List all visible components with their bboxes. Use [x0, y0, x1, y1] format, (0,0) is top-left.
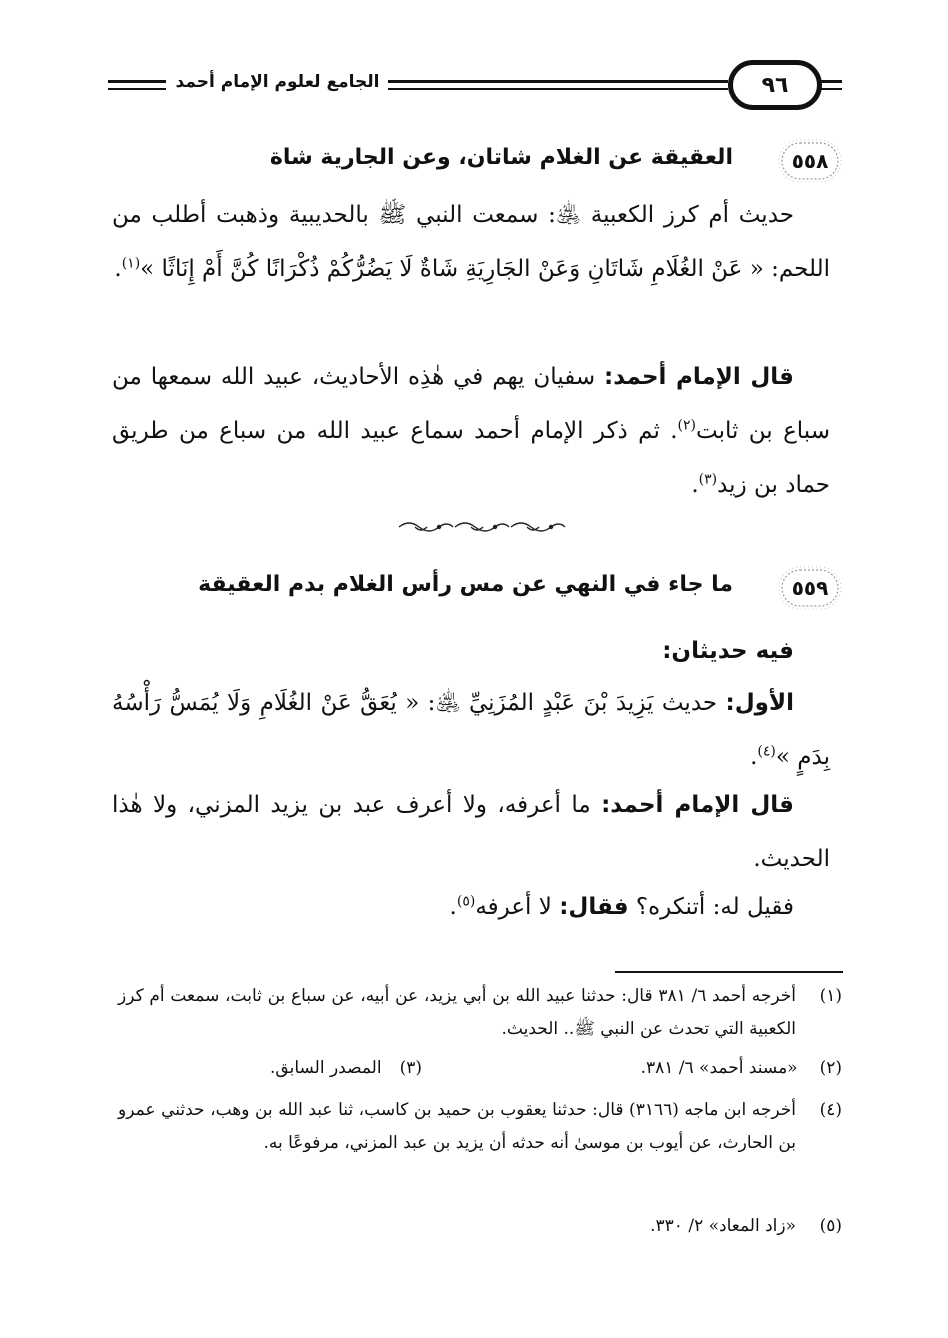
section-number-badge	[778, 137, 842, 185]
imam-ahmad-comment: قال الإمام أحمد: ما أعرفه، ولا أعرف عبد بن يزيد المزني، ولا هٰذا الحديث.	[112, 792, 830, 872]
section-intro	[112, 624, 830, 678]
speaker-label: فقال:	[559, 894, 629, 920]
page-number-frame	[728, 60, 822, 110]
speaker-label: قال الإمام أحمد:	[604, 364, 794, 390]
footnote-text: أخرجه أحمد ٦/ ٣٨١ قال: حدثنا عبيد الله بن أبي يزيد، عن أبيه، عن سباع بن ثابت، سمعت أم كرز الكعبية التي تحدث عن النبي ﷺ.. الحديث.	[118, 986, 796, 1039]
header-rule-far-right-bottom	[820, 88, 842, 90]
footnote-number: (٢)	[819, 1058, 842, 1078]
ornament-divider-icon	[395, 516, 570, 538]
first-hadith-paragraph: الأول: حديث يَزِيدَ بْنَ عَبْدٍ المُزَنِيِّ ﵁: « يُعَقُّ عَنْ الغُلَامِ وَلَا يُمَسُّ رَأْسُهُ بِدَمٍ »$^{(٤)}$.	[112, 690, 830, 770]
footnotes-2-3	[118, 1052, 842, 1085]
section-number-badge	[778, 564, 842, 612]
speaker-label: قال الإمام أحمد:	[601, 792, 794, 818]
header-rule-right-bottom	[388, 88, 728, 90]
footnote-5	[118, 1210, 842, 1243]
footnote-number: (٥)	[819, 1216, 842, 1236]
footnote-1	[118, 980, 842, 1046]
intro-label: فيه حديثان:	[662, 638, 794, 664]
running-title: الجامع لعلوم الإمام أحمد	[175, 72, 380, 92]
footnote-ref: (٣)	[698, 471, 718, 488]
section-number: ٥٥٩	[791, 576, 829, 600]
footnote-3	[270, 1052, 422, 1085]
section-title: العقيقة عن الغلام شاتان، وعن الجارية شاة	[269, 145, 733, 170]
footnote-4	[118, 1094, 842, 1160]
question-answer: فقيل له: أتنكره؟ فقال: لا أعرفه$^{(٥)}$.	[449, 893, 794, 920]
footnote-separator	[615, 971, 843, 973]
header-rule-right-top	[388, 80, 728, 83]
speaker-label: الأول:	[725, 690, 794, 716]
footnote-2	[641, 1052, 842, 1085]
footnote-text: المصدر السابق.	[270, 1058, 382, 1078]
section-number: ٥٥٨	[791, 149, 829, 173]
imam-ahmad-comment: قال الإمام أحمد: سفيان يهم في هٰذِه الأحاديث، عبيد الله سمعها من سباع بن ثابت$^{(٢)}$. ثم ذكر الإمام أحمد سماع عبيد الله من سباع من طريق حماد بن زيد$^{(٣)}$.	[112, 364, 831, 498]
header-rule-left-top	[108, 80, 166, 83]
footnote-text: «زاد المعاد» ٢/ ٣٣٠.	[650, 1216, 796, 1236]
footnote-number: (٤)	[819, 1100, 842, 1120]
page-number: ٩٦	[761, 72, 789, 98]
footnote-text: أخرجه ابن ماجه (٣١٦٦) قال: حدثنا يعقوب بن حميد بن كاسب، ثنا عبد الله بن وهب، حدثني عمرو بن الحارث، عن أيوب بن موسىٰ أنه حدثه أن يزيد بن عبد المزني، مرفوعًا به.	[118, 1100, 796, 1153]
header-rule-left-bottom	[108, 88, 166, 90]
footnote-number: (١)	[819, 986, 842, 1006]
footnote-number: (٣)	[399, 1058, 422, 1078]
hadith-paragraph: حديث أم كرز الكعبية ﵁: سمعت النبي ﷺ بالحديبية وذهبت أطلب من اللحم: « عَنْ الغُلَامِ شَاتَانِ وَعَنْ الجَارِيَةِ شَاةٌ لَا يَضُرُّكُمْ ذُكْرَانًا كُنَّ أَمْ إِنَاثًا »$^{(١)}$.	[112, 202, 830, 282]
header-rule-far-right-top	[820, 80, 842, 83]
footnote-ref: (٥)	[456, 893, 476, 910]
footnote-text: «مسند أحمد» ٦/ ٣٨١.	[640, 1058, 798, 1078]
footnote-ref: (٢)	[677, 417, 697, 434]
hadith-text: حديث أم كرز الكعبية ﵁: سمعت النبي ﷺ بالحديبية وذهبت أطلب من اللحم: « عَنْ الغُلَامِ شَاتَانِ وَعَنْ الجَارِيَةِ شَاةٌ لَا يَضُرُّكُمْ ذُكْرَانًا كُنَّ أَمْ إِنَاثًا »	[112, 202, 830, 282]
section-title: ما جاء في النهي عن مس رأس الغلام بدم العقيقة	[198, 572, 733, 597]
footnote-ref: (٤)	[757, 743, 776, 760]
footnote-ref: (١)	[121, 255, 141, 272]
